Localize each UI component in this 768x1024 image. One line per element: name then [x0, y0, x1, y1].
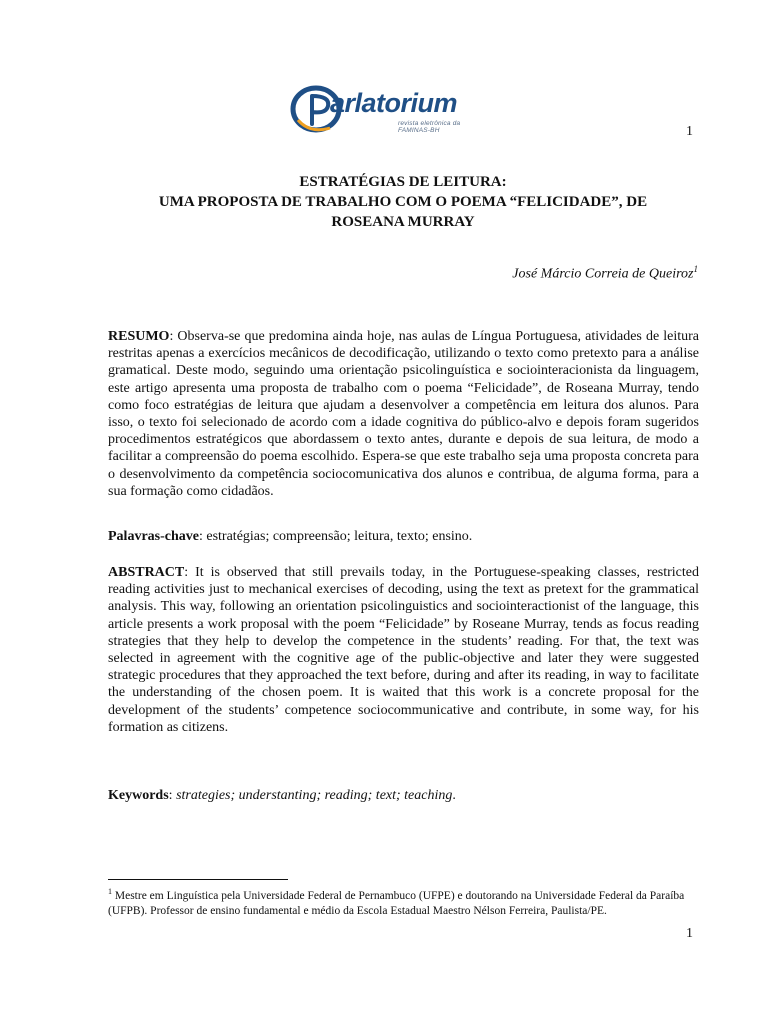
- resumo-text: : Observa-se que predomina ainda hoje, nas aulas de Língua Portuguesa, atividades de leitura restritas apenas a exercícios mecânicos de decodificação, utilizando o texto como pretexto para a análise gramatical. Deste modo, seguindo uma orientação psicolinguística e sociointeracionista da linguagem, este artigo apresenta uma proposta de trabalho com o poema “Felicidade”, de Roseana Murray, tendo como foco estratégias de leitura que ajudam a desenvolver a competência em leitura dos alunos. Para isso, o texto foi selecionado de acordo com a idade cognitiva do público-alvo e depois foram sugeridos procedimentos estratégicos que abordassem o texto antes, durante e depois de sua leitura, de modo a facilitar a compreensão do poema escolhido. Espera-se que este trabalho seja uma proposta concreta para o desenvolvimento da competência sociocomunicativa dos alunos e contribua, de alguma forma, para a sua formação como cidadãos.: [108, 329, 699, 499]
- title-line-1: ESTRATÉGIAS DE LEITURA:: [299, 174, 507, 190]
- keywords-label: Keywords: [108, 788, 169, 803]
- author-name: José Márcio Correia de Queiroz: [512, 266, 694, 282]
- author-footnote-mark: 1: [693, 264, 698, 274]
- logo-subtitle: revista eletrônica da FAMINAS-BH: [398, 120, 461, 134]
- parlatorium-logo: [290, 82, 490, 138]
- footnote-text: Mestre em Linguística pela Universidade Federal de Pernambuco (UFPE) e doutorando na Universidade Federal da Paraíba (UFPB). Professor de ensino fundamental e médio da Escola Estadual Maestro Nélson Ferreira, Paulista/PE.: [108, 889, 685, 917]
- keywords-text: strategies; understanting; reading; text; teaching: [176, 788, 453, 803]
- keywords-paragraph: [108, 787, 699, 804]
- keywords-colon: :: [168, 788, 177, 803]
- page-number-top: 1: [686, 124, 693, 139]
- resumo-paragraph: [108, 328, 699, 500]
- palavras-chave-paragraph: [108, 528, 699, 545]
- title-line-2: UMA PROPOSTA DE TRABALHO COM O POEMA “FELICIDADE”, DE: [158, 194, 648, 210]
- author-byline: [512, 264, 698, 283]
- abstract-paragraph: [108, 564, 699, 736]
- footnote: [108, 884, 700, 919]
- logo-wordmark: arlatorium: [330, 88, 458, 118]
- title-line-3: ROSEANA MURRAY: [331, 214, 475, 230]
- palavras-chave-label: Palavras-chave: [108, 529, 199, 544]
- palavras-chave-text: : estratégias; compreensão; leitura, texto; ensino.: [198, 529, 473, 544]
- keywords-end: .: [452, 788, 456, 803]
- resumo-label: RESUMO: [108, 329, 170, 344]
- abstract-label: ABSTRACT: [108, 565, 185, 580]
- footnote-separator: [108, 879, 288, 880]
- article-title: [108, 172, 698, 232]
- footnote-mark: 1: [108, 887, 112, 896]
- abstract-text: : It is observed that still prevails today, in the Portuguese-speaking classes, restricted reading activities just to mechanical exercises of decoding, using the text as pretext for the grammatical analysis. This way, following an orientation psicolinguistics and sociointeractionist of the language, this article presents a work proposal with the poem “Felicidade” by Roseane Murray, tends as focus reading strategies that they help to develop the competence in the students’ reading. For that, the text was selected in agreement with the cognitive age of the public-objective and later they were suggested strategic procedures that they approached the text before, during and after its reading, in way to facilitate the understanding of the chosen poem. It is waited that this work is a concrete proposal for the development of the students’ competence sociocommunicative and contribute, in some way, for his formation as citizens.: [108, 565, 699, 735]
- page-number-bottom: 1: [686, 926, 693, 941]
